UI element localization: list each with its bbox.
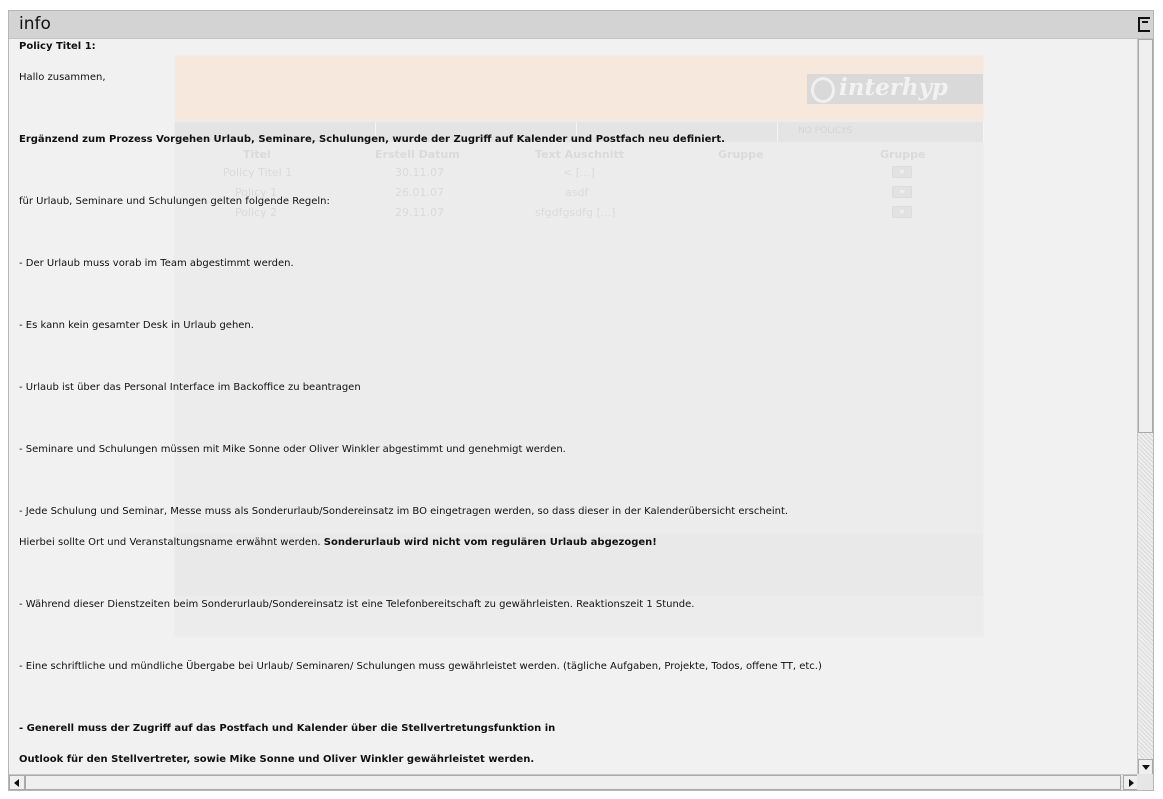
- intro-text: Ergänzend zum Prozess Vorgehen Urlaub, Seminare, Schulungen, wurde der Zugriff auf Kalender und Postfach neu definiert.: [19, 134, 725, 145]
- rule-item: - Während dieser Dienstzeiten beim Sonderurlaub/Sondereinsatz ist eine Telefonbereitschaft zu gewährleisten. Reaktionszeit 1 Stunde.: [19, 599, 695, 610]
- scroll-left-button[interactable]: [9, 775, 25, 790]
- policy-content: [19, 39, 1129, 775]
- rule-item: Outlook für den Stellvertreter, sowie Mike Sonne und Oliver Winkler gewährleistet werden.: [19, 754, 535, 765]
- greeting: Hallo zusammen,: [19, 72, 106, 83]
- maximize-icon[interactable]: [1138, 17, 1150, 32]
- info-window: [8, 10, 1154, 791]
- table-cell: < [...]: [563, 166, 595, 179]
- rule-note-text: Hierbei sollte Ort und Veranstaltungsname erwähnt werden.: [19, 537, 324, 548]
- table-cell: Policy 2: [235, 206, 278, 219]
- rule-note-bold: Sonderurlaub wird nicht vom regulären Urlaub abgezogen!: [323, 537, 657, 548]
- table-cell: asdf: [565, 186, 589, 199]
- open-arrow-icon: »: [892, 186, 912, 198]
- rules-intro: für Urlaub, Seminare und Schulungen gelten folgende Regeln:: [19, 196, 330, 207]
- table-cell: 26.01.07: [395, 186, 444, 199]
- window-titlebar: [9, 11, 1153, 39]
- rule-item: - Urlaub ist über das Personal Interface im Backoffice zu beantragen: [19, 382, 361, 393]
- rule-item: - Jede Schulung und Seminar, Messe muss als Sonderurlaub/Sondereinsatz im BO eingetragen werden, so dass dieser in der Kalenderübersicht erscheint.: [19, 506, 789, 517]
- rule-item: - Der Urlaub muss vorab im Team abgestimmt werden.: [19, 258, 294, 269]
- vertical-scrollbar[interactable]: [1137, 39, 1153, 775]
- window-title: info: [19, 14, 51, 34]
- column-header: Gruppe: [880, 148, 926, 161]
- column-header: Titel: [243, 148, 271, 161]
- rule-item-note: [19, 536, 657, 550]
- table-cell: Policy 1: [235, 186, 278, 199]
- policy-heading: Policy Titel 1:: [19, 41, 96, 52]
- rule-item: - Es kann kein gesamter Desk in Urlaub gehen.: [19, 320, 254, 331]
- horizontal-scrollbar[interactable]: [9, 774, 1139, 790]
- open-arrow-icon: »: [892, 166, 912, 178]
- column-header: Gruppe: [718, 148, 764, 161]
- column-header: Erstell Datum: [375, 148, 460, 161]
- logo-text: interhyp: [839, 74, 949, 101]
- column-header: Text Auschnitt: [535, 148, 625, 161]
- rule-item: - Seminare und Schulungen müssen mit Mike Sonne oder Oliver Winkler abgestimmt und genehmigt werden.: [19, 444, 566, 455]
- open-arrow-icon: »: [892, 206, 912, 218]
- table-cell: Policy Titel 1: [223, 166, 293, 179]
- table-cell: 29.11.07: [395, 206, 444, 219]
- table-cell: 30.11.07: [395, 166, 444, 179]
- scrollbar-corner: [1137, 774, 1153, 790]
- vertical-scroll-thumb[interactable]: [1138, 39, 1153, 433]
- scroll-down-button[interactable]: [1138, 759, 1153, 775]
- rule-item: - Eine schriftliche und mündliche Übergabe bei Urlaub/ Seminaren/ Schulungen muss gewährleistet werden. (tägliche Aufgaben, Projekte, Todos, offene TT, etc.): [19, 661, 822, 672]
- table-cell: sfgdfgsdfg [...]: [535, 206, 616, 219]
- rule-item: - Generell muss der Zugriff auf das Postfach und Kalender über die Stellvertretungsfunktion in: [19, 723, 556, 734]
- horizontal-scroll-thumb[interactable]: [25, 775, 1121, 790]
- tab-label: NO POLICYS: [798, 126, 853, 136]
